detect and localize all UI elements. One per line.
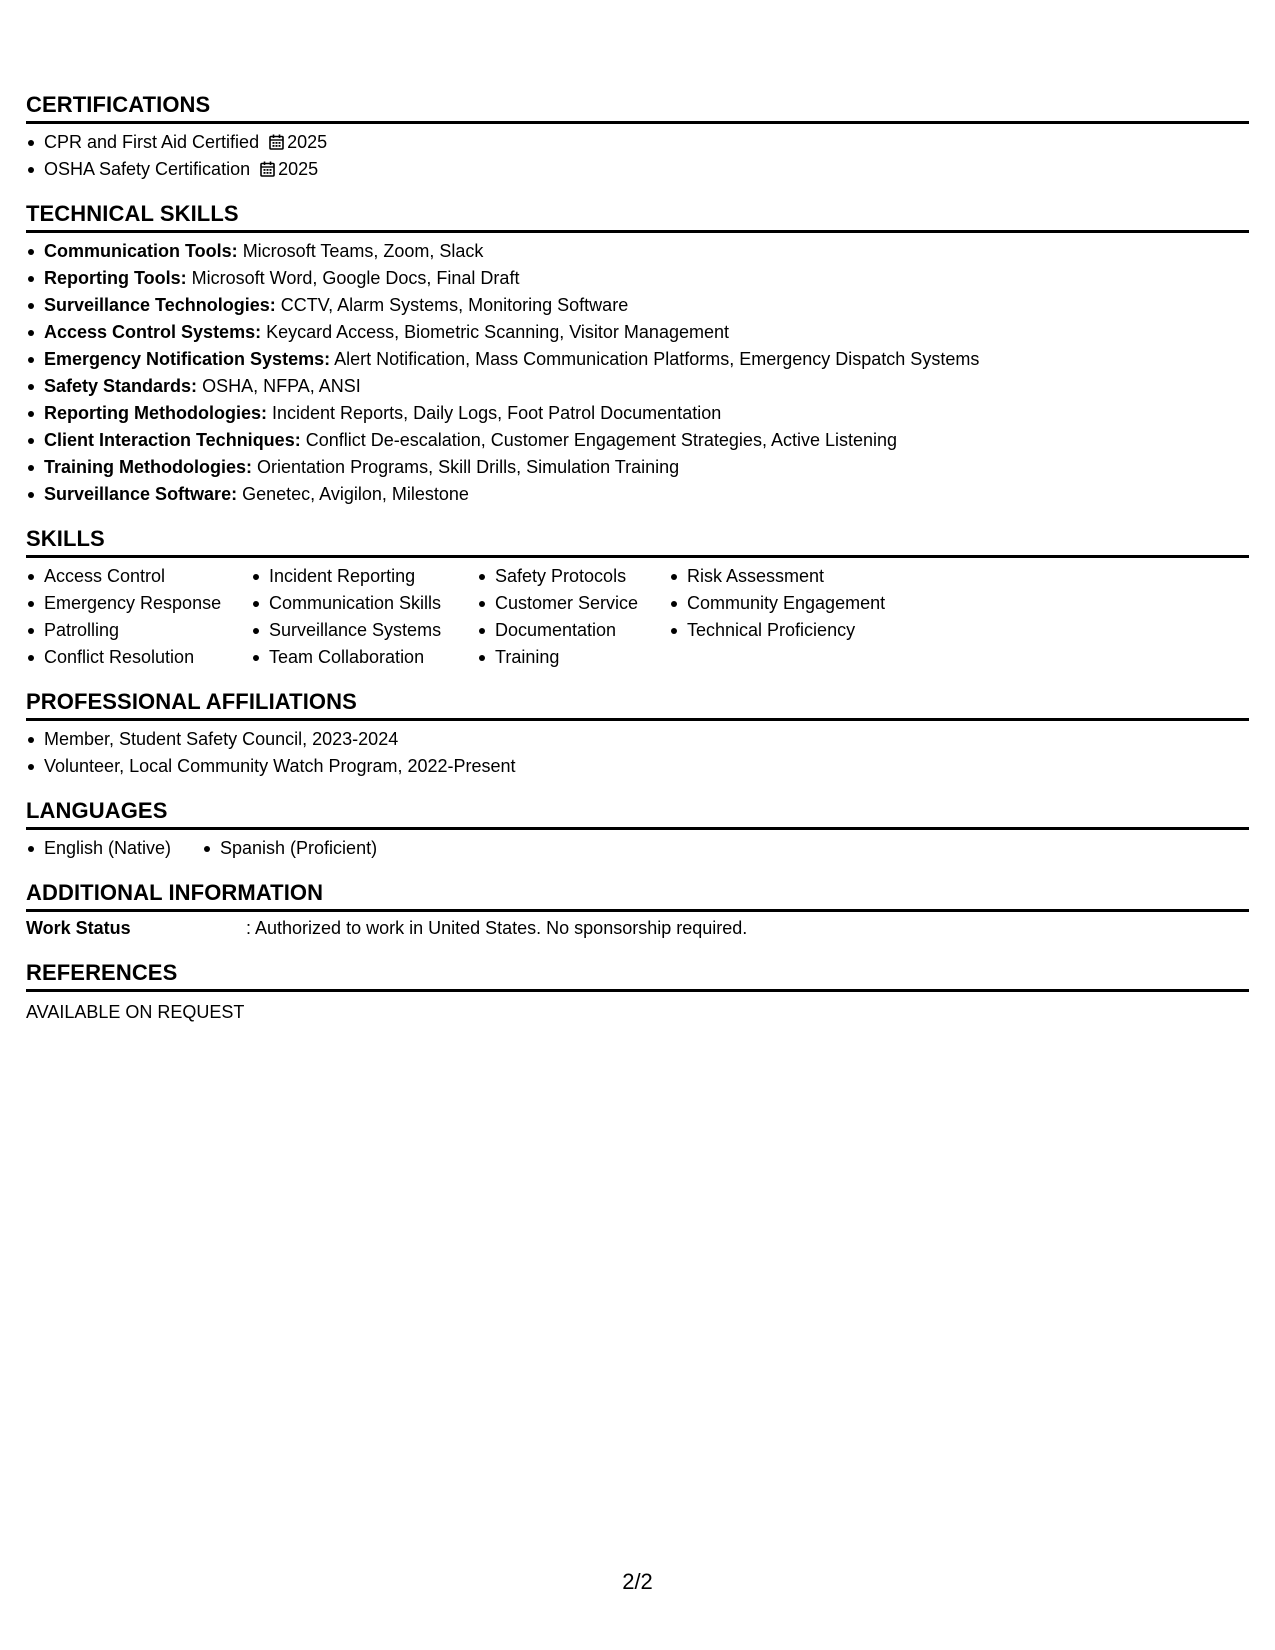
certification-item xyxy=(26,129,1249,156)
skill-item: Technical Proficiency xyxy=(669,617,929,644)
technical-skill-value: CCTV, Alarm Systems, Monitoring Software xyxy=(280,295,629,315)
skills-column xyxy=(251,563,477,671)
skill-item: Training xyxy=(477,644,669,671)
work-status-value: : Authorized to work in United States. No sponsorship required. xyxy=(246,918,748,938)
certification-item xyxy=(26,156,1249,183)
page-number: 2/2 xyxy=(622,1569,653,1594)
technical-skill-label: Surveillance Software: xyxy=(44,484,238,504)
references-text: AVAILABLE ON REQUEST xyxy=(26,1002,245,1022)
skill-item: Patrolling xyxy=(26,617,251,644)
skill-item: Team Collaboration xyxy=(251,644,477,671)
technical-skill-label: Reporting Tools: xyxy=(44,268,187,288)
language-column xyxy=(26,835,202,862)
technical-skill-item xyxy=(26,427,1249,454)
certification-name: CPR and First Aid Certified xyxy=(44,132,260,152)
skill-item: Safety Protocols xyxy=(477,563,669,590)
language-column xyxy=(202,835,377,862)
technical-skill-value: Conflict De-escalation, Customer Engagement Strategies, Active Listening xyxy=(305,430,898,450)
technical-skill-item xyxy=(26,454,1249,481)
certifications-list xyxy=(26,129,1249,183)
technical-skill-value: Microsoft Teams, Zoom, Slack xyxy=(242,241,484,261)
skill-item: Communication Skills xyxy=(251,590,477,617)
languages-row xyxy=(26,835,1249,862)
technical-skill-item xyxy=(26,373,1249,400)
skill-item: Access Control xyxy=(26,563,251,590)
section-title-affiliations: PROFESSIONAL AFFILIATIONS xyxy=(26,689,1249,721)
technical-skill-item xyxy=(26,346,1249,373)
technical-skill-item xyxy=(26,400,1249,427)
work-status-row xyxy=(26,915,1249,942)
skill-item: Surveillance Systems xyxy=(251,617,477,644)
calendar-icon xyxy=(260,158,275,185)
affiliations-section xyxy=(26,689,1249,780)
technical-skill-value: Keycard Access, Biometric Scanning, Visitor Management xyxy=(266,322,729,342)
section-title-references: REFERENCES xyxy=(26,960,1249,992)
section-title-technical-skills: TECHNICAL SKILLS xyxy=(26,201,1249,233)
skill-item: Community Engagement xyxy=(669,590,929,617)
technical-skill-label: Communication Tools: xyxy=(44,241,238,261)
technical-skill-label: Safety Standards: xyxy=(44,376,198,396)
technical-skill-value: Microsoft Word, Google Docs, Final Draft xyxy=(191,268,520,288)
affiliation-item: Volunteer, Local Community Watch Program, 2022-Present xyxy=(26,753,1249,780)
section-title-additional-info: ADDITIONAL INFORMATION xyxy=(26,880,1249,912)
section-title-languages: LANGUAGES xyxy=(26,798,1249,830)
technical-skill-value: Genetec, Avigilon, Milestone xyxy=(242,484,469,504)
certifications-section xyxy=(26,92,1249,183)
skill-item: Documentation xyxy=(477,617,669,644)
technical-skill-label: Reporting Methodologies: xyxy=(44,403,267,423)
additional-info-section xyxy=(26,880,1249,942)
skills-column xyxy=(477,563,669,671)
skill-item: Customer Service xyxy=(477,590,669,617)
skills-section xyxy=(26,526,1249,671)
technical-skill-label: Client Interaction Techniques: xyxy=(44,430,301,450)
certification-year: 2025 xyxy=(287,132,328,152)
technical-skills-section xyxy=(26,201,1249,508)
technical-skills-list xyxy=(26,238,1249,508)
work-status-label: Work Status xyxy=(26,918,131,938)
technical-skill-label: Access Control Systems: xyxy=(44,322,262,342)
section-title-skills: SKILLS xyxy=(26,526,1249,558)
affiliations-list xyxy=(26,726,1249,780)
technical-skill-value: Alert Notification, Mass Communication Platforms, Emergency Dispatch Systems xyxy=(334,349,980,369)
technical-skill-item xyxy=(26,265,1249,292)
skill-item: Emergency Response xyxy=(26,590,251,617)
technical-skill-label: Emergency Notification Systems: xyxy=(44,349,331,369)
skills-column xyxy=(669,563,929,671)
language-item: Spanish (Proficient) xyxy=(202,835,377,862)
technical-skill-item xyxy=(26,292,1249,319)
calendar-icon xyxy=(269,131,284,158)
technical-skill-item xyxy=(26,238,1249,265)
skill-item: Conflict Resolution xyxy=(26,644,251,671)
language-item: English (Native) xyxy=(26,835,202,862)
section-title-certifications: CERTIFICATIONS xyxy=(26,92,1249,124)
technical-skill-value: OSHA, NFPA, ANSI xyxy=(202,376,361,396)
technical-skill-value: Incident Reports, Daily Logs, Foot Patrol Documentation xyxy=(272,403,722,423)
affiliation-item: Member, Student Safety Council, 2023-2024 xyxy=(26,726,1249,753)
skill-item: Incident Reporting xyxy=(251,563,477,590)
technical-skill-item xyxy=(26,481,1249,508)
resume-page xyxy=(26,92,1249,1026)
skills-grid xyxy=(26,563,1249,671)
technical-skill-label: Surveillance Technologies: xyxy=(44,295,276,315)
technical-skill-item xyxy=(26,319,1249,346)
skills-column xyxy=(26,563,251,671)
certification-year: 2025 xyxy=(278,159,319,179)
languages-section xyxy=(26,798,1249,862)
technical-skill-value: Orientation Programs, Skill Drills, Simulation Training xyxy=(257,457,680,477)
certification-name: OSHA Safety Certification xyxy=(44,159,251,179)
technical-skill-label: Training Methodologies: xyxy=(44,457,252,477)
skill-item: Risk Assessment xyxy=(669,563,929,590)
references-section xyxy=(26,960,1249,1026)
